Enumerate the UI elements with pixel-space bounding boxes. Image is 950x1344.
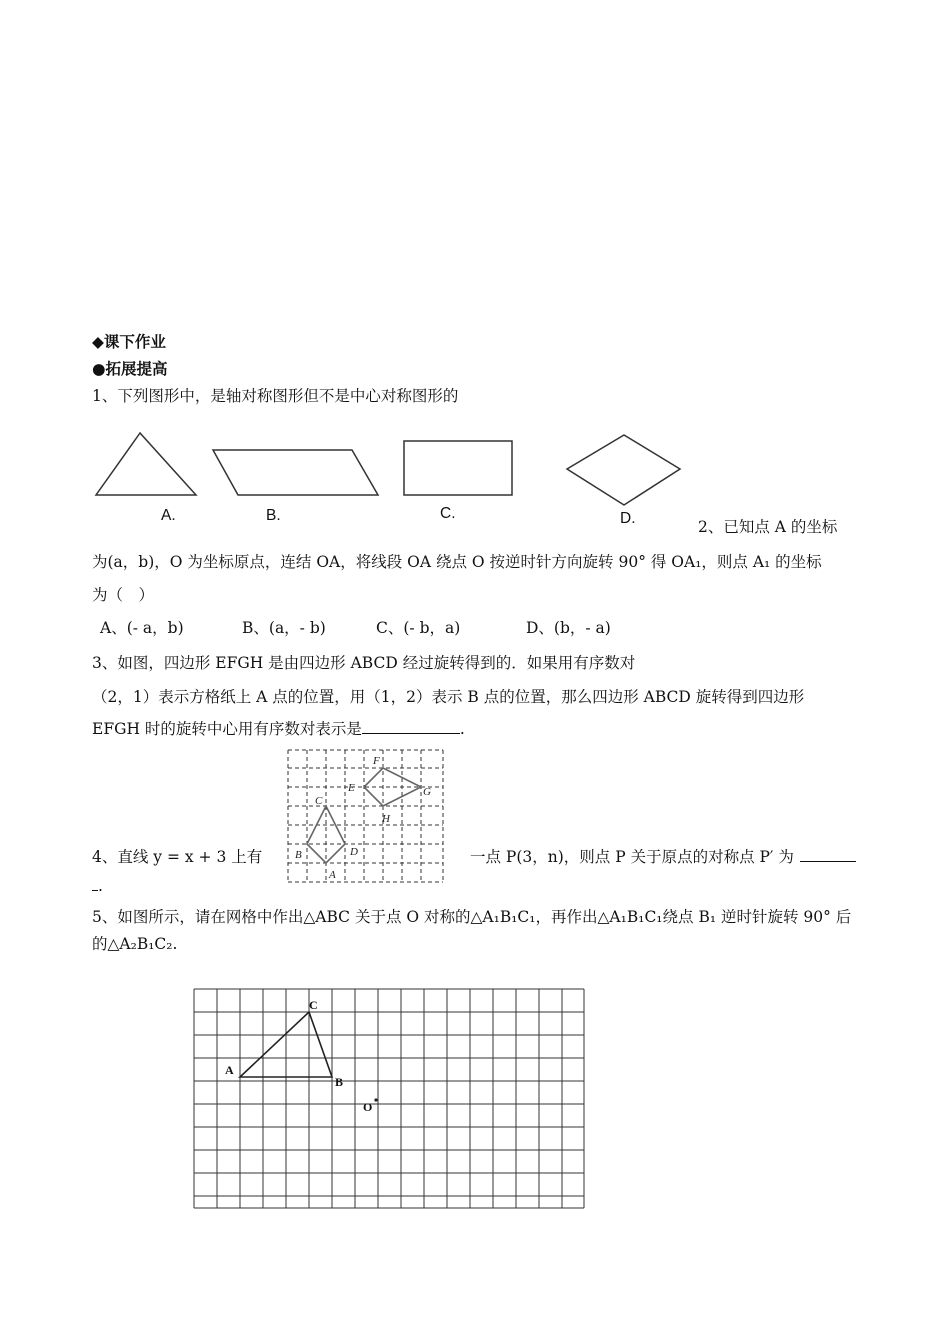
label-b-point: B — [335, 1075, 344, 1089]
q3-line1: 3、如图，四边形 EFGH 是由四边形 ABCD 经过旋转得到的．如果用有序数对 — [92, 654, 636, 672]
label-c: C — [315, 795, 323, 807]
label-c-point: C — [309, 998, 318, 1012]
dashed-grid — [288, 750, 443, 882]
parallelogram-shape — [213, 450, 378, 495]
q3-line2: （2，1）表示方格纸上 A 点的位置，用（1，2）表示 B 点的位置，那么四边形 ABCD 旋转得到四边形 — [92, 688, 805, 706]
label-g: G — [423, 786, 431, 798]
q3-line3-end: . — [459, 720, 465, 738]
triangle-shape — [96, 433, 196, 495]
label-a: A — [329, 869, 336, 881]
q3-answer-blank[interactable] — [362, 719, 460, 734]
q3-grid-figure — [286, 748, 446, 888]
q4-right: 一点 P(3，n)，则点 P 关于原点的对称点 P′ 为 — [470, 848, 794, 866]
q2-choice-c: C、(- b，a) — [376, 619, 461, 637]
q5-line2: 的△A₂B₁C₂. — [92, 935, 178, 953]
q5-grid-figure[interactable] — [190, 985, 590, 1215]
q4-right-wrap — [470, 845, 856, 867]
label-b: B — [295, 849, 302, 861]
point-o — [374, 1098, 377, 1101]
q2-line3: 为（ ） — [92, 586, 155, 604]
section-homework: ◆课下作业 — [92, 333, 166, 351]
option-d-label: D. — [620, 510, 636, 527]
q2-choice-b: B、(a，- b) — [242, 619, 326, 637]
section-extension: ●拓展提高 — [92, 360, 168, 378]
q4-left: 4、直线 y = x + 3 上有 — [92, 848, 263, 866]
label-e: E — [348, 782, 355, 794]
option-a-label: A. — [161, 507, 176, 524]
q4-tail-wrap — [92, 876, 103, 895]
option-c-label: C. — [440, 505, 456, 522]
square-grid — [194, 989, 584, 1208]
q1-shapes — [88, 425, 698, 535]
q2-line1: 2、已知点 A 的坐标 — [698, 518, 838, 536]
q1-text: 1、下列图形中，是轴对称图形但不是中心对称图形的 — [92, 387, 459, 405]
q3-line3 — [92, 717, 465, 739]
q5-line1: 5、如图所示，请在网格中作出△ABC 关于点 O 对称的△A₁B₁C₁，再作出△A₁B₁C₁绕点 B₁ 逆时针旋转 90° 后 — [92, 908, 852, 926]
q2-choice-d: D、(b，- a) — [526, 619, 611, 637]
q2-choice-a: A、(- a，b) — [100, 619, 184, 637]
q4-tail: . — [98, 877, 103, 895]
label-o-point: O — [363, 1100, 373, 1114]
label-a-point: A — [225, 1063, 234, 1077]
label-h: H — [382, 813, 390, 825]
label-d: D — [350, 846, 358, 858]
option-b-label: B. — [266, 507, 281, 524]
q4-answer-blank[interactable] — [800, 847, 856, 862]
q3-line3-text: EFGH 时的旋转中心用有序数对表示是 — [92, 720, 362, 738]
q2-line2: 为(a，b)，O 为坐标原点，连结 OA，将线段 OA 绕点 O 按逆时针方向旋转 90° 得 OA₁，则点 A₁ 的坐标 — [92, 553, 822, 571]
rhombus-shape — [567, 435, 680, 505]
rectangle-shape — [404, 441, 512, 495]
label-f: F — [373, 755, 380, 767]
